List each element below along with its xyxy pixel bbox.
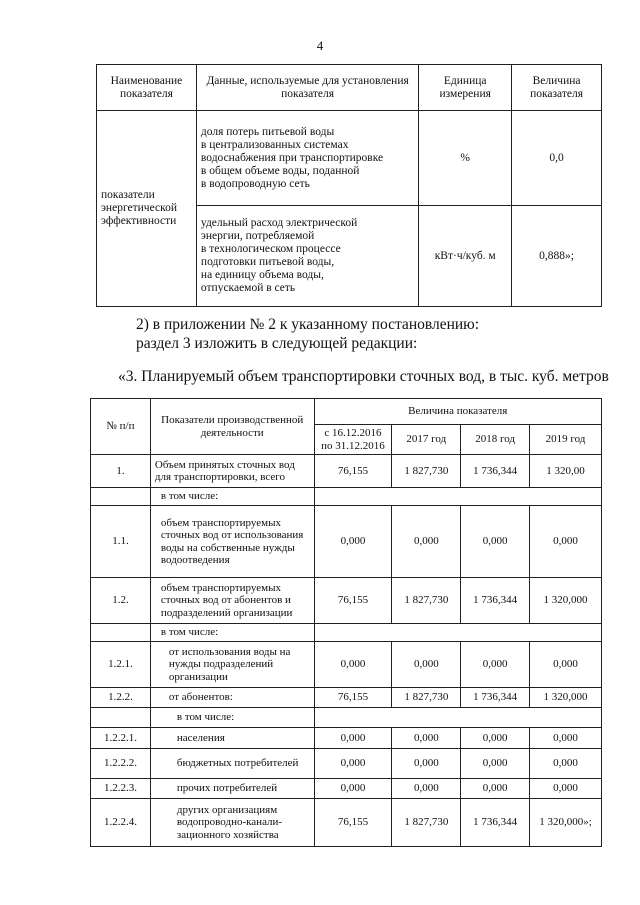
- value-period: 0,000: [314, 749, 392, 779]
- row-number: [91, 624, 151, 642]
- value-period: 76,155: [314, 688, 392, 708]
- value-2018: 1 736,344: [461, 688, 530, 708]
- header-indicator-name: Наименование показателя: [97, 65, 197, 111]
- value-period: 76,155: [314, 455, 392, 488]
- value-period: 76,155: [314, 578, 392, 624]
- value-2017: 1 827,730: [392, 688, 461, 708]
- electricity-use-value-cell: 0,888»;: [512, 206, 602, 307]
- value-2019: 0,000: [530, 779, 602, 799]
- empty-values-cell: [314, 624, 601, 642]
- wastewater-volume-table: [90, 398, 602, 847]
- row-indicator: населения: [150, 728, 314, 749]
- header-2018: 2018 год: [461, 425, 530, 455]
- paragraph-section-3: раздел 3 изложить в следующей редакции:: [136, 335, 418, 352]
- value-2018: 1 736,344: [461, 578, 530, 624]
- row-number: 1.2.2.3.: [91, 779, 151, 799]
- energy-efficiency-table: [96, 64, 602, 307]
- page-number: 4: [316, 38, 324, 53]
- value-2019: 1 320,00: [530, 455, 602, 488]
- row-number: 1.1.: [91, 506, 151, 578]
- row-indicator: от использования воды на нужды подразделений организации: [150, 642, 314, 688]
- header-indicator-value: Величина показателя: [512, 65, 602, 111]
- value-2017: 0,000: [392, 642, 461, 688]
- value-2017: 0,000: [392, 749, 461, 779]
- text-line: доля потерь питьевой воды: [200, 125, 335, 138]
- row-number: 1.2.1.: [91, 642, 151, 688]
- value-2018: 0,000: [461, 728, 530, 749]
- table-row: [91, 455, 602, 488]
- table-row: [91, 799, 602, 847]
- header-period: с 16.12.2016 по 31.12.2016: [314, 425, 392, 455]
- table-row: [91, 688, 602, 708]
- water-loss-value-cell: 0,0: [512, 111, 602, 206]
- row-indicator: в том числе:: [150, 708, 314, 728]
- value-period: 76,155: [314, 799, 392, 847]
- value-2018: 0,000: [461, 506, 530, 578]
- electricity-use-unit-cell: кВт·ч/куб. м: [419, 206, 512, 307]
- row-number: 1.2.2.2.: [91, 749, 151, 779]
- value-2019: 0,000: [530, 642, 602, 688]
- value-2017: 1 827,730: [392, 455, 461, 488]
- table-row: [91, 708, 602, 728]
- value-2019: 0,000: [530, 728, 602, 749]
- row-number: 1.2.: [91, 578, 151, 624]
- row-number: 1.2.2.4.: [91, 799, 151, 847]
- value-2017: 1 827,730: [392, 578, 461, 624]
- section-title: «3. Планируемый объем транспортировки сточных вод, в тыс. куб. метров: [118, 368, 609, 385]
- value-period: 0,000: [314, 506, 392, 578]
- row-number: [91, 708, 151, 728]
- text-line: в общем объеме воды, поданной: [200, 164, 360, 177]
- text-line: подготовки питьевой воды,: [200, 256, 335, 268]
- empty-values-cell: [314, 488, 601, 506]
- water-loss-unit-cell: %: [419, 111, 512, 206]
- text-line: водоснабжения при транспортировке: [200, 151, 384, 164]
- table-row: [91, 749, 602, 779]
- value-2019: 0,000: [530, 749, 602, 779]
- value-period: 0,000: [314, 779, 392, 799]
- value-2017: 1 827,730: [392, 799, 461, 847]
- row-indicator: в том числе:: [150, 624, 314, 642]
- row-indicator: Объем принятых сточных вод для транспортировки, всего: [150, 455, 314, 488]
- table-row: [91, 642, 602, 688]
- row-indicator: других организациям водопроводно-канали-зационного хозяйства: [150, 799, 314, 847]
- row-indicator: от абонентов:: [150, 688, 314, 708]
- text-line: в технологическом процессе: [200, 243, 341, 255]
- text-line: энергии, потребляемой: [200, 230, 315, 242]
- table-row: [91, 624, 602, 642]
- value-period: 0,000: [314, 642, 392, 688]
- value-2018: 1 736,344: [461, 799, 530, 847]
- header-unit: Единица измерения: [419, 65, 512, 111]
- text-line: отпускаемой в сеть: [200, 282, 296, 294]
- row-indicator: бюджетных потребителей: [150, 749, 314, 779]
- text-line: удельный расход электрической: [200, 217, 358, 229]
- energy-efficiency-group-cell: показатели энергетической эффективности: [97, 111, 197, 307]
- text-line: на единицу объема воды,: [200, 269, 324, 281]
- header-value: Величина показателя: [314, 399, 601, 425]
- value-2019: 1 320,000: [530, 688, 602, 708]
- row-number: 1.2.2.: [91, 688, 151, 708]
- value-2019: 0,000: [530, 506, 602, 578]
- row-indicator: объем транспортируемых сточных вод от абонентов и подразделений организации: [150, 578, 314, 624]
- text-line: в централизованных системах: [200, 138, 349, 151]
- table-row: [91, 578, 602, 624]
- value-2018: 1 736,344: [461, 455, 530, 488]
- row-number: 1.: [91, 455, 151, 488]
- header-2017: 2017 год: [392, 425, 461, 455]
- row-indicator: объем транспортируемых сточных вод от использования воды на собственные нужды водоотведения: [150, 506, 314, 578]
- table-row: [91, 506, 602, 578]
- paragraph-appendix-2: 2) в приложении № 2 к указанному постановлению:: [136, 316, 480, 333]
- value-2019: 1 320,000»;: [530, 799, 602, 847]
- value-2019: 1 320,000: [530, 578, 602, 624]
- water-loss-description-cell: [196, 111, 418, 206]
- row-number: [91, 488, 151, 506]
- header-number: № п/п: [91, 399, 151, 455]
- value-period: 0,000: [314, 728, 392, 749]
- value-2018: 0,000: [461, 749, 530, 779]
- header-source-data: Данные, используемые для установления показателя: [196, 65, 418, 111]
- value-2017: 0,000: [392, 728, 461, 749]
- table-row: [91, 728, 602, 749]
- value-2017: 0,000: [392, 779, 461, 799]
- value-2017: 0,000: [392, 506, 461, 578]
- row-indicator: прочих потребителей: [150, 779, 314, 799]
- header-2019: 2019 год: [530, 425, 602, 455]
- header-indicator: Показатели производственной деятельности: [150, 399, 314, 455]
- value-2018: 0,000: [461, 642, 530, 688]
- table-row: [91, 779, 602, 799]
- text-line: в водопроводную сеть: [200, 177, 310, 190]
- row-number: 1.2.2.1.: [91, 728, 151, 749]
- value-2018: 0,000: [461, 779, 530, 799]
- row-indicator: в том числе:: [150, 488, 314, 506]
- empty-values-cell: [314, 708, 601, 728]
- table-row: [91, 488, 602, 506]
- electricity-use-description-cell: [196, 206, 418, 307]
